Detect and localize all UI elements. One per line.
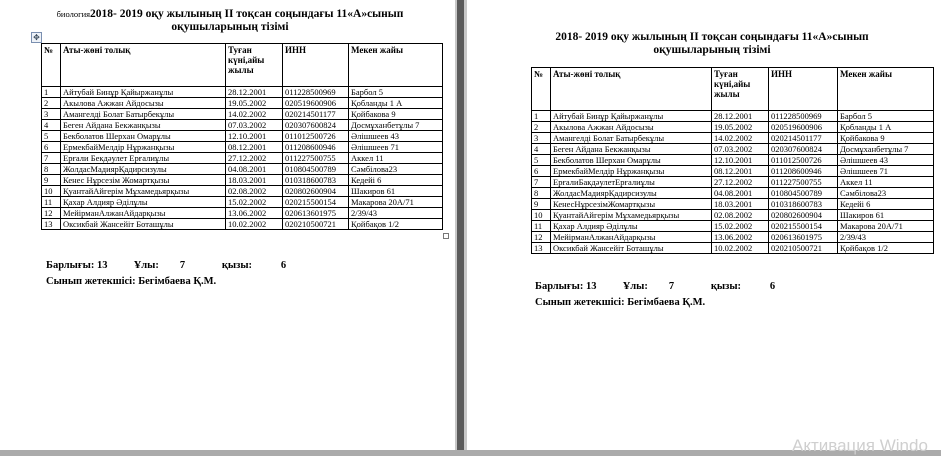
- boys-value: 7: [668, 281, 675, 292]
- table-cell: 020519600906: [769, 122, 838, 133]
- table-row: [42, 197, 443, 208]
- document-page-left: [0, 0, 455, 450]
- table-cell: Айтубай Бинұр Қайыржанұлы: [61, 87, 226, 98]
- total-label: Барлығы:: [535, 281, 584, 292]
- table-cell: 6: [532, 166, 551, 177]
- table-cell: Сәмбілова23: [838, 188, 934, 199]
- subject-label: биология: [56, 9, 91, 19]
- table-cell: 020519600906: [283, 98, 349, 109]
- table-cell: Қойбақов 1/2: [349, 219, 443, 230]
- move-table-icon[interactable]: ✥: [31, 32, 42, 43]
- table-cell: 011228500969: [283, 87, 349, 98]
- table-cell: Қойбакова 9: [349, 109, 443, 120]
- table-cell: Макарова 20А/71: [838, 221, 934, 232]
- table-cell: 12: [532, 232, 551, 243]
- table-cell: ЖолдасМадиярҚадирсизулы: [551, 188, 712, 199]
- table-cell: 9: [42, 175, 61, 186]
- table-cell: 18.03.2001: [712, 199, 769, 210]
- table-cell: 2: [42, 98, 61, 109]
- table-cell: 010318600783: [283, 175, 349, 186]
- table-cell: ҚуантайАйгерім Мұхамедьярқызы: [551, 210, 712, 221]
- table-cell: Шакиров 61: [838, 210, 934, 221]
- table-row: [532, 133, 934, 144]
- table-cell: Айтубай Бинұр Қайыржанұлы: [551, 111, 712, 122]
- table-row: [42, 186, 443, 197]
- table-cell: Акылова Ажжан Айдосызы: [551, 122, 712, 133]
- table-cell: 1: [42, 87, 61, 98]
- table-row: [42, 164, 443, 175]
- table-cell: 08.12.2001: [712, 166, 769, 177]
- table-cell: 3: [532, 133, 551, 144]
- table-row: [532, 177, 934, 188]
- table-row: [42, 131, 443, 142]
- table-cell: Қойбақов 1/2: [838, 243, 934, 254]
- table-cell: 3: [42, 109, 61, 120]
- table-cell: 2/39/43: [349, 208, 443, 219]
- table-cell: 12.10.2001: [226, 131, 283, 142]
- table-cell: Амангелді Болат Батырбекұлы: [551, 133, 712, 144]
- table-cell: 011208600946: [769, 166, 838, 177]
- windows-activation-watermark: Активация Windo: [792, 436, 928, 455]
- table-cell: 010804500789: [769, 188, 838, 199]
- table-cell: 011012500726: [283, 131, 349, 142]
- column-header: Аты-жөні толық: [61, 44, 226, 87]
- table-cell: 19.05.2002: [226, 98, 283, 109]
- table-row: [532, 122, 934, 133]
- table-cell: Бекболатов Шерхан Омарұлы: [61, 131, 226, 142]
- table-cell: 28.12.2001: [712, 111, 769, 122]
- table-cell: Барбол 5: [838, 111, 934, 122]
- table-row: [42, 219, 443, 230]
- table-header-row: [532, 68, 934, 111]
- table-cell: 04.08.2001: [226, 164, 283, 175]
- title-line-2: оқушыларының тізімі: [653, 44, 771, 56]
- column-header: №: [42, 44, 61, 87]
- table-cell: 15.02.2002: [712, 221, 769, 232]
- totals-line: [535, 279, 775, 295]
- teacher-label: Сынып жетекшісі:: [46, 276, 136, 287]
- girls-label: қызы:: [710, 281, 742, 292]
- teacher-name: Бегімбаева Қ.М.: [627, 297, 706, 308]
- table-row: [532, 199, 934, 210]
- table-header-row: [42, 44, 443, 87]
- table-row: [532, 243, 934, 254]
- table-cell: 19.05.2002: [712, 122, 769, 133]
- table-row: [42, 120, 443, 131]
- table-cell: 011012500726: [769, 155, 838, 166]
- table-cell: 08.12.2001: [226, 142, 283, 153]
- document-page-right: [467, 0, 941, 450]
- table-cell: 13: [532, 243, 551, 254]
- table-cell: 020214501177: [769, 133, 838, 144]
- table-cell: Барбол 5: [349, 87, 443, 98]
- table-cell: 020210500721: [283, 219, 349, 230]
- column-header: Аты-жөні толық: [551, 68, 712, 111]
- table-cell: 020307600824: [769, 144, 838, 155]
- table-cell: 02.08.2002: [226, 186, 283, 197]
- table-cell: 18.03.2001: [226, 175, 283, 186]
- column-header: Туған күні,айы жылы: [226, 44, 283, 87]
- table-cell: 020307600824: [283, 120, 349, 131]
- teacher-label: Сынып жетекшісі:: [535, 297, 625, 308]
- title-line-1: 2018- 2019 оқу жылының II тоқсан соңындағы 11«А»сынып: [555, 31, 869, 43]
- table-cell: Қобланды 1 А: [349, 98, 443, 109]
- table-cell: 020215500154: [769, 221, 838, 232]
- table-cell: 2: [532, 122, 551, 133]
- table-cell: Кедейі 6: [838, 199, 934, 210]
- table-cell: 07.03.2002: [712, 144, 769, 155]
- table-cell: МейірманАлжанАйдарқызы: [551, 232, 712, 243]
- table-cell: 13: [42, 219, 61, 230]
- table-row: [532, 144, 934, 155]
- table-cell: 6: [42, 142, 61, 153]
- footer-summary: [46, 258, 286, 290]
- table-cell: Досмұханбетұлы 7: [838, 144, 934, 155]
- split-scrollbar-thumb[interactable]: [457, 0, 464, 450]
- table-cell: МейірманАлжанАйдарқызы: [61, 208, 226, 219]
- table-cell: 10: [42, 186, 61, 197]
- table-cell: 5: [42, 131, 61, 142]
- table-cell: Аккел 11: [838, 177, 934, 188]
- boys-value: 7: [179, 260, 186, 271]
- title-line-1: 2018- 2019 оқу жылының II тоқсан соңындағы 11«А»сынып: [90, 8, 404, 20]
- totals-line: [46, 258, 286, 274]
- table-cell: 2/39/43: [838, 232, 934, 243]
- boys-label: Ұлы:: [622, 281, 648, 292]
- table-cell: 011228500969: [769, 111, 838, 122]
- table-row: [532, 232, 934, 243]
- table-cell: Беген Айдана Бекжанқызы: [551, 144, 712, 155]
- table-cell: ЕрмекбайМелдір Нұржанқызы: [61, 142, 226, 153]
- page-title: [30, 8, 430, 34]
- teacher-name: Бегімбаева Қ.М.: [138, 276, 217, 287]
- table-row: [42, 87, 443, 98]
- table-cell: 28.12.2001: [226, 87, 283, 98]
- teacher-line: [535, 295, 775, 311]
- table-cell: 12: [42, 208, 61, 219]
- table-cell: Оксикбай Жансейіт Боташұлы: [551, 243, 712, 254]
- column-header: №: [532, 68, 551, 111]
- table-cell: Әлішшеев 43: [349, 131, 443, 142]
- column-header: Мекен жайы: [838, 68, 934, 111]
- table-cell: Шакиров 61: [349, 186, 443, 197]
- table-row: [42, 109, 443, 120]
- table-cell: 12.10.2001: [712, 155, 769, 166]
- table-cell: Әлішшеев 71: [349, 142, 443, 153]
- table-cell: Әлішшеев 71: [838, 166, 934, 177]
- table-row: [532, 111, 934, 122]
- table-cell: 27.12.2002: [712, 177, 769, 188]
- table-cell: 14.02.2002: [226, 109, 283, 120]
- column-header: ИНН: [283, 44, 349, 87]
- girls-label: қызы:: [221, 260, 253, 271]
- table-cell: 7: [532, 177, 551, 188]
- table-cell: 5: [532, 155, 551, 166]
- table-resize-handle[interactable]: [443, 233, 449, 239]
- student-table: [531, 67, 934, 254]
- table-row: [532, 166, 934, 177]
- table-cell: 9: [532, 199, 551, 210]
- table-row: [532, 221, 934, 232]
- table-cell: Акылова Ажжан Айдосызы: [61, 98, 226, 109]
- column-header: Мекен жайы: [349, 44, 443, 87]
- table-cell: 020215500154: [283, 197, 349, 208]
- table-cell: 020613601975: [769, 232, 838, 243]
- table-cell: Кенес Нұрсезім Жомартқызы: [61, 175, 226, 186]
- total-value: 13: [96, 260, 108, 271]
- table-cell: 8: [532, 188, 551, 199]
- table-cell: Сәмбілова23: [349, 164, 443, 175]
- table-cell: Досмұханбетұлы 7: [349, 120, 443, 131]
- table-cell: 15.02.2002: [226, 197, 283, 208]
- table-row: [42, 153, 443, 164]
- table-cell: 13.06.2002: [226, 208, 283, 219]
- table-cell: 14.02.2002: [712, 133, 769, 144]
- table-cell: ЖолдасМадиярҚадирсизулы: [61, 164, 226, 175]
- table-cell: ЕрғалиБакдәулетЕрғалиұлы: [551, 177, 712, 188]
- table-cell: 011227500755: [283, 153, 349, 164]
- table-row: [42, 142, 443, 153]
- boys-label: Ұлы:: [133, 260, 159, 271]
- table-cell: 11: [42, 197, 61, 208]
- table-cell: 4: [532, 144, 551, 155]
- table-cell: 020214501177: [283, 109, 349, 120]
- table-cell: 010318600783: [769, 199, 838, 210]
- title-line-2: оқушыларының тізімі: [171, 21, 289, 33]
- table-cell: 011208600946: [283, 142, 349, 153]
- table-cell: 02.08.2002: [712, 210, 769, 221]
- table-cell: 27.12.2002: [226, 153, 283, 164]
- table-cell: 13.06.2002: [712, 232, 769, 243]
- footer-summary: [535, 279, 775, 311]
- table-cell: 10.02.2002: [712, 243, 769, 254]
- table-cell: Беген Айдана Бекжанқызы: [61, 120, 226, 131]
- table-row: [42, 98, 443, 109]
- table-cell: 011227500755: [769, 177, 838, 188]
- table-cell: 8: [42, 164, 61, 175]
- table-cell: 010804500789: [283, 164, 349, 175]
- table-cell: ЕрмекбайМелдір Нұржанқызы: [551, 166, 712, 177]
- table-cell: Ерғали Бекдәулет Ерғалиұлы: [61, 153, 226, 164]
- table-cell: Оксикбай Жансейіт Боташұлы: [61, 219, 226, 230]
- table-cell: 1: [532, 111, 551, 122]
- table-row: [532, 188, 934, 199]
- column-header: ИНН: [769, 68, 838, 111]
- table-cell: 10.02.2002: [226, 219, 283, 230]
- girls-value: 6: [769, 281, 776, 292]
- table-cell: Қойбакова 9: [838, 133, 934, 144]
- page-title: [507, 31, 917, 57]
- total-label: Барлығы:: [46, 260, 95, 271]
- table-cell: КенесНұрсезімЖомартқызы: [551, 199, 712, 210]
- girls-value: 6: [280, 260, 287, 271]
- table-row: [42, 208, 443, 219]
- table-cell: Макарова 20А/71: [349, 197, 443, 208]
- total-value: 13: [585, 281, 597, 292]
- table-cell: Кедейі 6: [349, 175, 443, 186]
- table-cell: 07.03.2002: [226, 120, 283, 131]
- column-header: Туған күні,айы жылы: [712, 68, 769, 111]
- table-cell: 020802600904: [283, 186, 349, 197]
- table-cell: 11: [532, 221, 551, 232]
- table-cell: 7: [42, 153, 61, 164]
- table-cell: 04.08.2001: [712, 188, 769, 199]
- table-cell: 020210500721: [769, 243, 838, 254]
- table-cell: Аккел 11: [349, 153, 443, 164]
- table-cell: 020802600904: [769, 210, 838, 221]
- table-cell: Бекболатов Шерхан Омарұлы: [551, 155, 712, 166]
- table-row: [42, 175, 443, 186]
- table-cell: Қахар Алдияр Әділұлы: [551, 221, 712, 232]
- table-cell: 10: [532, 210, 551, 221]
- table-row: [532, 155, 934, 166]
- table-cell: ҚуантайАйгерім Мұхамедьярқызы: [61, 186, 226, 197]
- table-cell: 020613601975: [283, 208, 349, 219]
- table-cell: Әлішшеев 43: [838, 155, 934, 166]
- table-cell: Қахар Алдияр Әділұлы: [61, 197, 226, 208]
- teacher-line: [46, 274, 286, 290]
- student-table: [41, 43, 443, 230]
- table-row: [532, 210, 934, 221]
- table-cell: 4: [42, 120, 61, 131]
- table-cell: Амангелді Болат Батырбекұлы: [61, 109, 226, 120]
- table-cell: Қобланды 1 А: [838, 122, 934, 133]
